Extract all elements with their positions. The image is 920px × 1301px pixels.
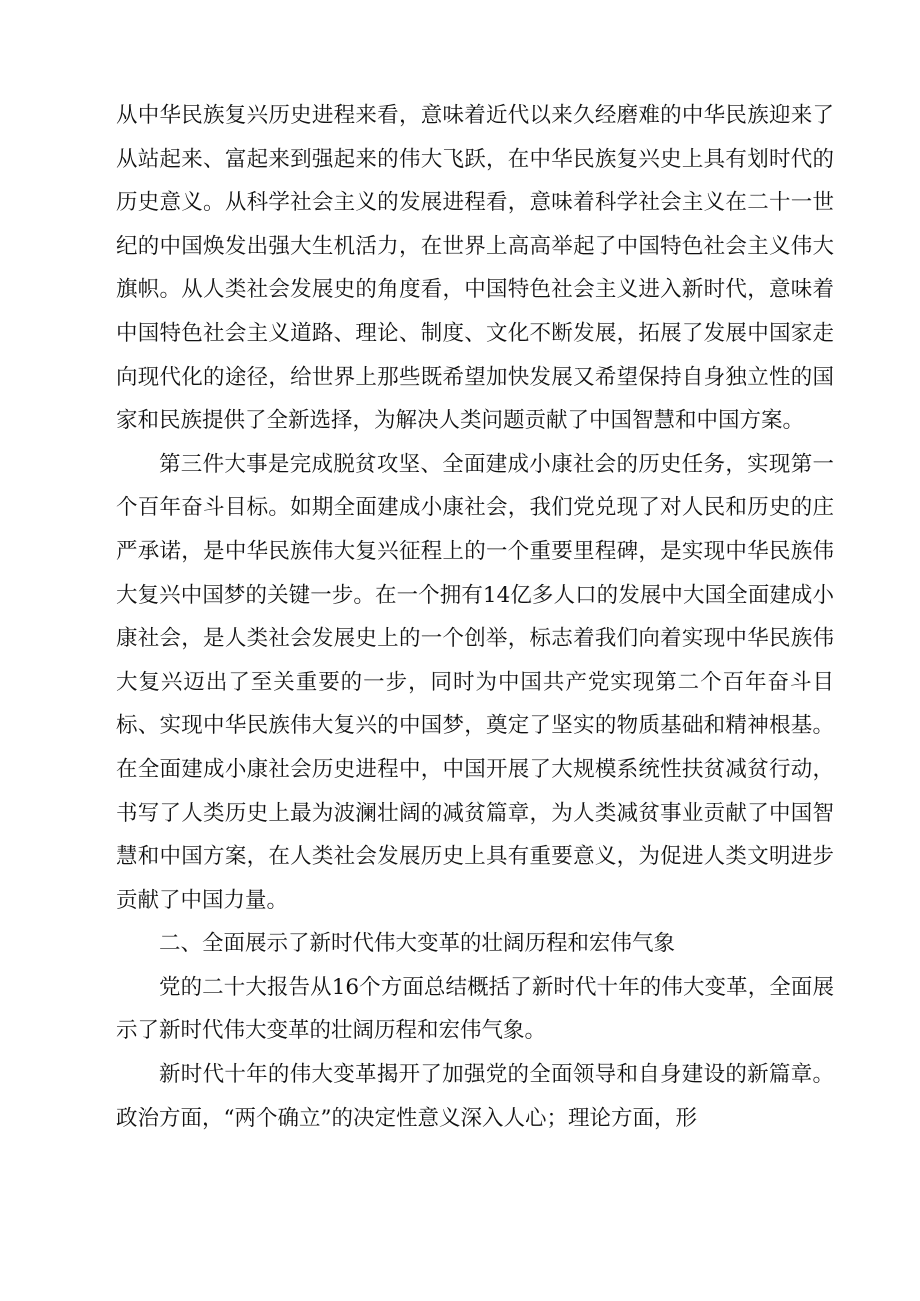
section-heading-two: 二、全面展示了新时代伟大变革的壮阔历程和宏伟气象	[159, 931, 676, 957]
paragraph-third-major-event: 第三件大事是完成脱贫攻坚、全面建成小康社会的历史任务，实现第一个百年奋斗目标。如期全面建成小康社会，我们党兑现了对人民和历史的庄严承诺，是中华民族伟大复兴征程上的一个重要里程碑，是实现中华民族伟大复兴中国梦的关键一步。在一个拥有14亿多人口的发展中大国全面建成小康社会，是人类社会发展史上的一个创举，标志着我们向着实现中华民族伟大复兴迈出了至关重要的一步，同时为中国共产党实现第二个百年奋斗目标、实现中华民族伟大复兴的中国梦，奠定了坚实的物质基础和精神根基。在全面建成小康社会历史进程中，中国开展了大规模系统性扶贫减贫行动，书写了人类历史上最为波澜壮阔的减贫篇章，为人类减贫事业贡献了中国智慧和中国方案，在人类社会发展历史上具有重要意义，为促进人类文明进步贡献了中国力量。	[116, 451, 834, 913]
paragraph-sixteen-aspects: 党的二十大报告从16个方面总结概括了新时代十年的伟大变革，全面展示了新时代伟大变革的壮阔历程和宏伟气象。	[116, 974, 834, 1044]
paragraph-party-leadership: 新时代十年的伟大变革揭开了加强党的全面领导和自身建设的新篇章。政治方面，“两个确立”的决定性意义深入人心；理论方面，形	[116, 1062, 834, 1131]
document-body	[116, 94, 834, 1140]
paragraph-history-significance: 从中华民族复兴历史进程来看，意味着近代以来久经磨难的中华民族迎来了从站起来、富起来到强起来的伟大飞跃，在中华民族复兴史上具有划时代的历史意义。从科学社会主义的发展进程看，意味着科学社会主义在二十一世纪的中国焕发出强大生机活力，在世界上高高举起了中国特色社会主义伟大旗帜。从人类社会发展史的角度看，中国特色社会主义进入新时代，意味着中国特色社会主义道路、理论、制度、文化不断发展，拓展了发展中国家走向现代化的途径，给世界上那些既希望加快发展又希望保持自身独立性的国家和民族提供了全新选择，为解决人类问题贡献了中国智慧和中国方案。	[116, 103, 834, 434]
